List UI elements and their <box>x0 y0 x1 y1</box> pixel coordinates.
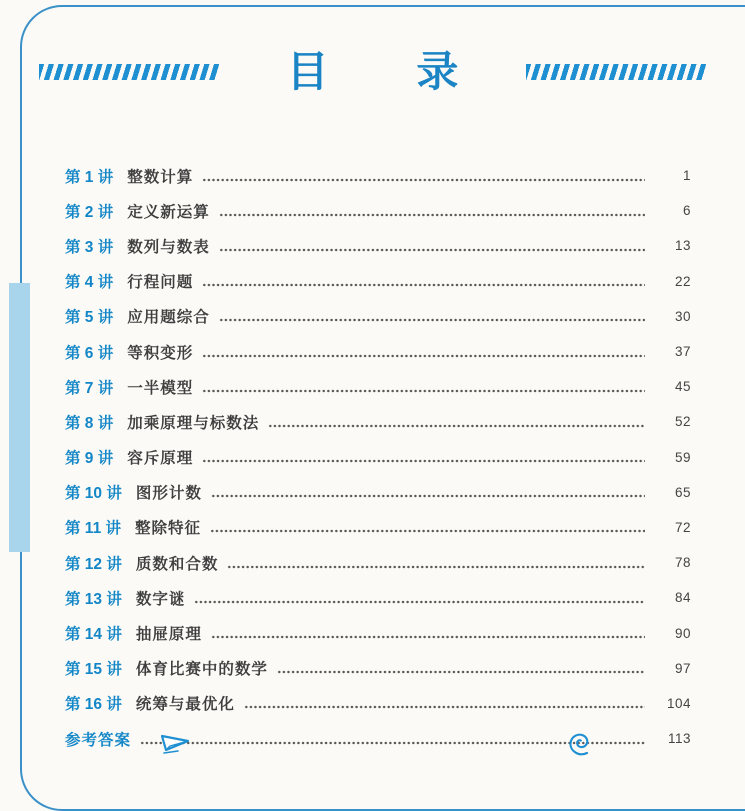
page-number: 84 <box>674 590 691 606</box>
dotted-leader <box>244 705 645 709</box>
toc-entry <box>65 404 691 439</box>
page-header <box>0 44 745 100</box>
dotted-leader <box>219 248 645 252</box>
page-number: 113 <box>667 731 691 747</box>
page-number: 97 <box>674 660 691 676</box>
dotted-leader <box>202 459 645 463</box>
dotted-leader <box>227 565 645 569</box>
lecture-number-label: 第 16 讲 <box>65 696 122 714</box>
toc-entry <box>65 440 691 475</box>
page-number: 72 <box>674 519 691 535</box>
lecture-title: 行程问题 <box>127 274 194 292</box>
dotted-leader <box>211 635 645 639</box>
dotted-leader <box>202 389 645 393</box>
page-number: 52 <box>674 414 691 430</box>
toc-entry <box>65 369 691 404</box>
dotted-leader <box>194 600 645 604</box>
page-number: 30 <box>674 308 691 324</box>
dotted-leader <box>202 283 645 287</box>
toc-entry <box>65 615 691 650</box>
paper-plane-doodle-icon <box>158 729 194 757</box>
lecture-number-label: 第 11 讲 <box>65 520 121 538</box>
lecture-number-label: 第 9 讲 <box>65 450 114 468</box>
lecture-number-label: 第 14 讲 <box>65 626 122 644</box>
toc-entry <box>65 193 691 228</box>
lecture-number-label: 第 4 讲 <box>65 274 114 292</box>
toc-entry <box>65 228 691 263</box>
lecture-title: 容斥原理 <box>127 450 194 468</box>
lecture-title: 等积变形 <box>127 344 194 362</box>
lecture-number-label: 第 6 讲 <box>65 344 114 362</box>
lecture-title: 一半模型 <box>127 379 194 397</box>
lecture-title: 数列与数表 <box>127 238 210 256</box>
page-number: 78 <box>674 555 691 571</box>
dotted-leader <box>219 213 645 217</box>
lecture-title: 数字谜 <box>135 590 186 608</box>
toc-entry <box>65 158 691 193</box>
lecture-title: 加乘原理与标数法 <box>127 414 260 432</box>
page-number: 13 <box>674 238 691 254</box>
lecture-title: 图形计数 <box>135 485 202 503</box>
dotted-leader <box>268 424 645 428</box>
page-number: 1 <box>682 168 691 184</box>
page-number: 45 <box>674 379 691 395</box>
lecture-number-label: 第 1 讲 <box>65 168 114 186</box>
spiral-doodle-icon <box>565 730 593 757</box>
lecture-title: 质数和合数 <box>135 555 219 573</box>
lecture-title: 抽屉原理 <box>135 626 202 644</box>
left-margin-bar <box>9 283 30 552</box>
page-title: 目 录 <box>286 48 497 95</box>
dotted-leader <box>219 318 645 322</box>
dotted-leader <box>140 741 645 745</box>
toc-entry <box>65 510 691 545</box>
lecture-number-label: 第 2 讲 <box>65 203 114 221</box>
lecture-title: 体育比赛中的数学 <box>135 661 268 679</box>
lecture-title: 定义新运算 <box>127 203 210 221</box>
toc-entry <box>65 334 691 369</box>
lecture-number-label: 第 15 讲 <box>65 661 122 679</box>
toc-entry <box>65 686 691 721</box>
slash-stripes-left-icon <box>39 64 219 80</box>
page-number: 65 <box>674 484 691 500</box>
toc-entry <box>65 651 691 686</box>
dotted-leader <box>202 178 645 182</box>
dotted-leader <box>210 529 645 533</box>
page-number: 90 <box>674 625 691 641</box>
lecture-number-label: 第 3 讲 <box>65 238 114 256</box>
lecture-number-label: 第 10 讲 <box>65 485 122 503</box>
toc-entry <box>65 299 691 334</box>
lecture-title: 统筹与最优化 <box>135 696 235 714</box>
toc-entry <box>65 264 691 299</box>
lecture-number-label: 第 12 讲 <box>65 555 122 573</box>
dotted-leader <box>202 354 645 358</box>
page-number: 104 <box>666 695 691 711</box>
lecture-title: 整数计算 <box>127 168 194 186</box>
dotted-leader <box>211 494 645 498</box>
toc-entry <box>65 475 691 510</box>
lecture-title: 应用题综合 <box>127 309 210 327</box>
toc-list <box>65 158 691 756</box>
toc-entry <box>65 580 691 615</box>
page-number: 22 <box>674 273 691 289</box>
page-number: 59 <box>674 449 691 465</box>
slash-stripes-right-icon <box>526 64 706 80</box>
lecture-title: 整除特征 <box>135 520 202 538</box>
lecture-number-label: 第 7 讲 <box>65 379 114 397</box>
page-number: 6 <box>682 203 691 219</box>
page-number: 37 <box>674 344 691 360</box>
lecture-number-label: 第 13 讲 <box>65 590 122 608</box>
toc-entry <box>65 545 691 580</box>
lecture-number-label: 第 8 讲 <box>65 414 114 432</box>
answers-label: 参考答案 <box>65 731 132 749</box>
lecture-number-label: 第 5 讲 <box>65 309 114 327</box>
dotted-leader <box>277 670 645 674</box>
